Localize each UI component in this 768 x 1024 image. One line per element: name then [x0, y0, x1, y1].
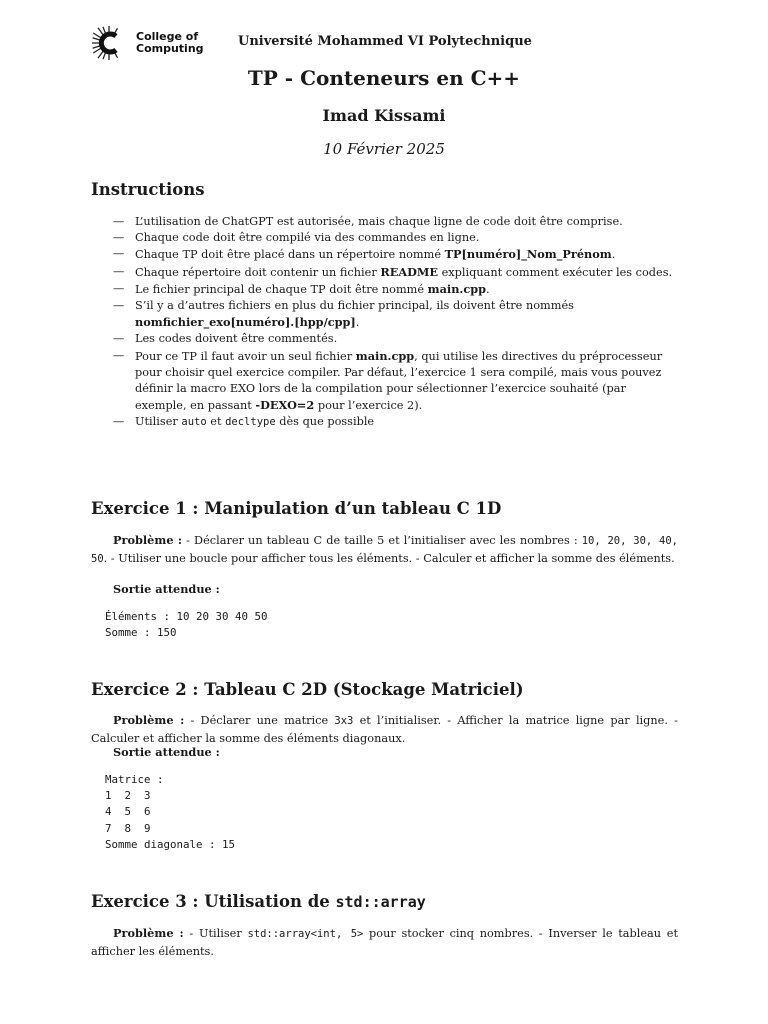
instruction-code: auto	[181, 416, 207, 429]
instruction-text: .	[355, 316, 360, 330]
instruction-text: Pour ce TP il faut avoir un seul fichier	[135, 349, 356, 363]
instruction-text: , qui utilise les directives du préprocesseur pour choisir quel exercice compiler. Par défaut, l’exercice 1 sera compilé, mais vous pouvez définir la macro EXO lors de la compilation pour sélectionner l’exercice souhaité (par exemple, en passant	[135, 349, 663, 413]
problem-code: std::array<int, 5>	[247, 928, 364, 940]
problem-code: 3x3	[334, 715, 354, 727]
instruction-bold: main.cpp	[427, 281, 487, 296]
exercise-3-problem	[91, 925, 678, 960]
problem-text: . - Utiliser une boucle pour afficher tous les éléments. - Calculer et afficher la somme des éléments.	[103, 552, 675, 565]
problem-text: pour stocker cinq nombres. - Inverser le tableau et afficher les éléments.	[91, 927, 678, 958]
exercise-1-output-label: Sortie attendue :	[113, 582, 220, 596]
instruction-text: et	[206, 415, 226, 429]
problem-label: Problème :	[113, 713, 185, 727]
exercise-3-heading-code: std::array	[335, 893, 426, 911]
exercise-1-problem	[91, 532, 678, 568]
instruction-text: S’il y a d’autres fichiers en plus du fichier principal, ils doivent être nommés	[135, 299, 574, 313]
instruction-item	[113, 348, 678, 415]
instruction-item	[113, 414, 678, 430]
instruction-code: decltype	[225, 416, 276, 429]
exercise-2-heading: Exercice 2 : Tableau C 2D (Stockage Matriciel)	[91, 680, 524, 699]
exercise-2-output-label: Sortie attendue :	[113, 745, 220, 759]
instructions-list	[113, 214, 678, 431]
instruction-item	[113, 298, 678, 331]
instruction-text: pour l’exercice 2).	[314, 399, 423, 413]
instruction-text: Utiliser	[135, 415, 182, 429]
instruction-text: .	[611, 248, 616, 262]
instructions-heading: Instructions	[91, 180, 205, 199]
instruction-item	[113, 214, 678, 230]
logo-line-1: College of	[136, 30, 199, 43]
problem-text: et l’initialiser. - Afficher la matrice ligne par ligne. - Calculer et afficher la somme des éléments diagonaux.	[91, 714, 678, 745]
college-of-computing-logo	[90, 24, 210, 64]
instruction-item	[113, 331, 678, 347]
instruction-text: Chaque TP doit être placé dans un répertoire nommé	[135, 248, 445, 262]
instruction-bold: -DEXO=2	[255, 398, 315, 413]
instruction-item	[113, 246, 678, 263]
problem-text: - Utiliser	[183, 927, 248, 940]
instruction-bold: TP[numéro]_Nom_Prénom	[444, 247, 612, 262]
author-name: Imad Kissami	[322, 106, 446, 125]
instruction-text: Les codes doivent être commentés.	[135, 332, 338, 346]
problem-label: Problème :	[113, 533, 183, 547]
instruction-text: Chaque code doit être compilé via des commandes en ligne.	[135, 231, 480, 245]
exercise-3-heading-text: Exercice 3 : Utilisation de	[91, 892, 336, 911]
logo-text	[136, 31, 204, 55]
instruction-bold: main.cpp	[355, 348, 415, 363]
document-title: TP - Conteneurs en C++	[247, 66, 521, 90]
instruction-item	[113, 281, 678, 298]
exercise-2-output: Matrice : 1 2 3 4 5 6 7 8 9 Somme diagonale : 15	[105, 773, 236, 851]
problem-label: Problème :	[113, 926, 184, 940]
problem-text: - Déclarer une matrice	[184, 714, 335, 727]
instruction-text: Chaque répertoire doit contenir un fichier	[135, 265, 381, 279]
university-name: Université Mohammed VI Polytechnique	[238, 34, 532, 49]
instruction-text: dès que possible	[275, 415, 375, 429]
instruction-text: Le fichier principal de chaque TP doit être nommé	[135, 282, 428, 296]
instruction-item	[113, 230, 678, 246]
instruction-text: .	[486, 282, 490, 296]
exercise-3-heading	[91, 892, 426, 911]
college-logo-icon	[90, 24, 128, 62]
instruction-text: L’utilisation de ChatGPT est autorisée, mais chaque ligne de code doit être comprise.	[135, 215, 623, 228]
exercise-1-heading: Exercice 1 : Manipulation d’un tableau C 1D	[91, 499, 502, 518]
document-date: 10 Février 2025	[323, 140, 445, 158]
exercise-2-problem	[91, 712, 678, 747]
instruction-bold: nomfichier_exo[numéro].[hpp/cpp]	[135, 315, 356, 330]
problem-text: - Déclarer un tableau C de taille 5 et l’initialiser avec les nombres :	[182, 534, 582, 547]
problem-code: 10, 20, 30, 40, 50	[91, 535, 678, 565]
logo-line-2: Computing	[136, 42, 204, 55]
instruction-bold: README	[380, 264, 439, 279]
instruction-text: expliquant comment exécuter les codes.	[438, 265, 673, 279]
instruction-item	[113, 264, 678, 281]
exercise-1-output: Éléments : 10 20 30 40 50 Somme : 150	[105, 610, 268, 640]
